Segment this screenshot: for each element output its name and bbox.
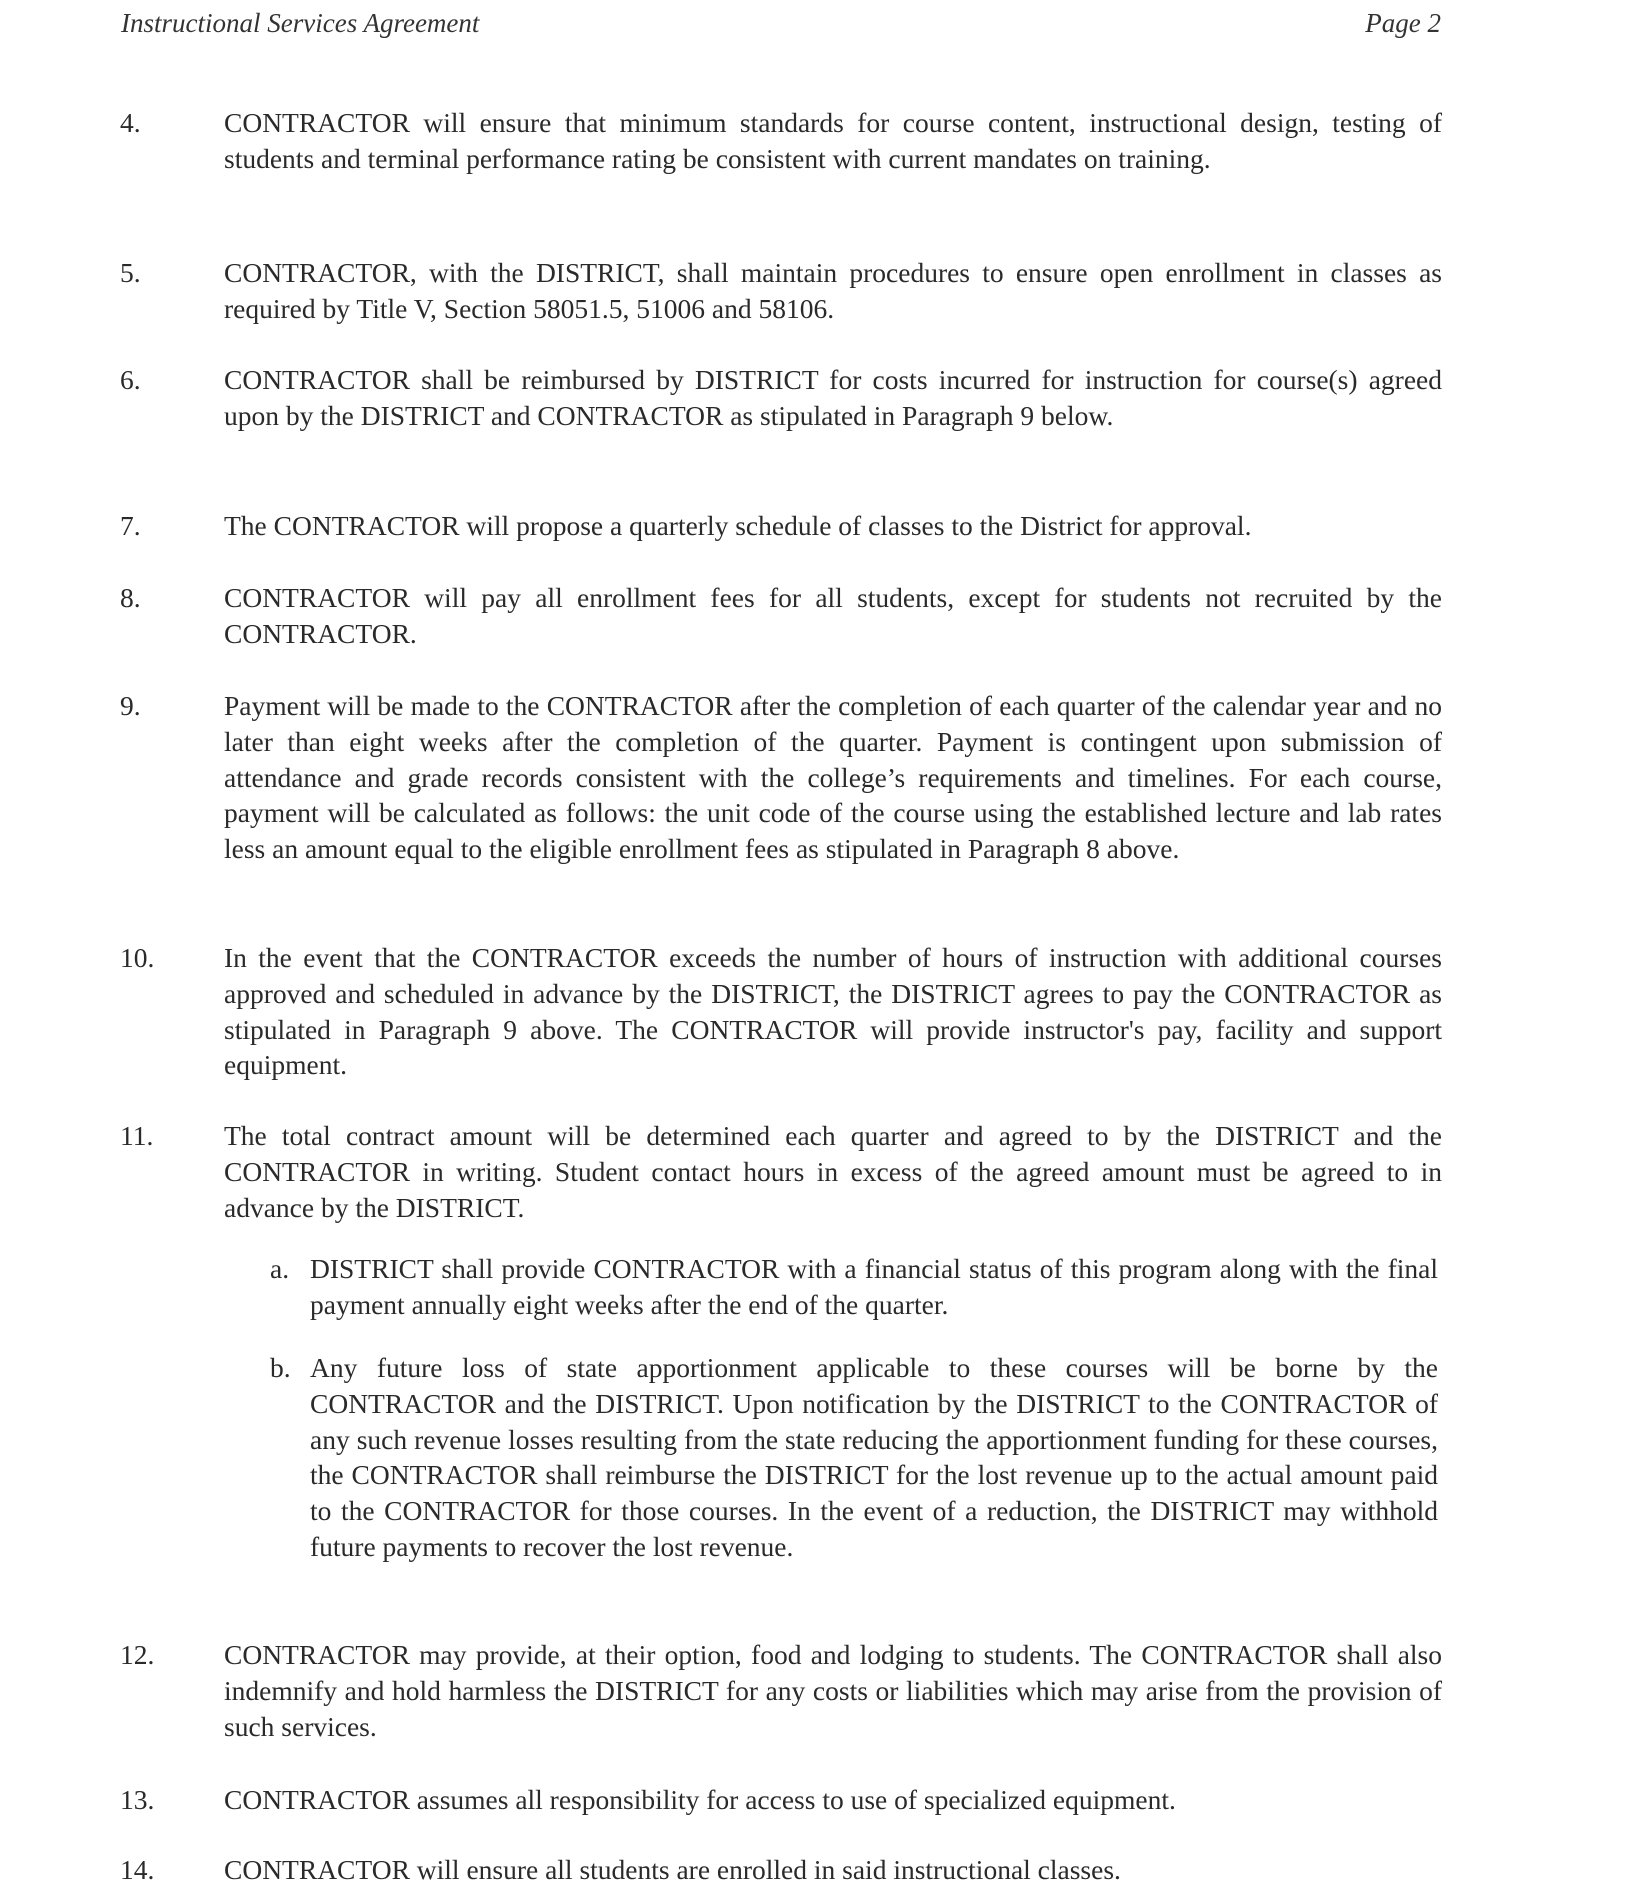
- clause-5: [120, 255, 1442, 327]
- clause-number: 14.: [120, 1854, 155, 1885]
- clause-number: 12.: [120, 1639, 155, 1670]
- clause-text: CONTRACTOR will ensure that minimum standards for course content, instructional design, testing of students and terminal performance rating be consistent with current mandates on training.: [224, 107, 1442, 174]
- clause-4: [120, 105, 1442, 177]
- subclause-text: Any future loss of state apportionment applicable to these courses will be borne by the CONTRACTOR and the DISTRICT. Upon notification by the DISTRICT to the CONTRACTOR of any such revenue losses resulting from the state reducing the apportionment funding for these courses, the CONTRACTOR shall reimburse the DISTRICT for the lost revenue up to the actual amount paid to the CONTRACTOR for those courses. In the event of a reduction, the DISTRICT may withhold future payments to recover the lost revenue.: [310, 1352, 1438, 1562]
- clause-9: [120, 688, 1442, 867]
- clause-10: [120, 940, 1442, 1083]
- clause-text: The CONTRACTOR will propose a quarterly schedule of classes to the District for approval.: [224, 510, 1252, 541]
- page-header: [121, 8, 1441, 44]
- clause-11b: [270, 1350, 1438, 1565]
- clause-text: The total contract amount will be determined each quarter and agreed to by the DISTRICT and the CONTRACTOR in writing. Student contact hours in excess of the agreed amount must be agreed to in advance by the DISTRICT.: [224, 1120, 1442, 1223]
- clause-number: 7.: [120, 510, 141, 541]
- clause-text: CONTRACTOR will ensure all students are enrolled in said instructional classes.: [224, 1854, 1121, 1885]
- subclause-letter: a.: [270, 1253, 290, 1284]
- clause-8: [120, 580, 1442, 652]
- clause-7: [120, 508, 1442, 544]
- clause-11a: [270, 1251, 1438, 1323]
- subclause-text: DISTRICT shall provide CONTRACTOR with a financial status of this program along with the final payment annually eight weeks after the end of the quarter.: [310, 1253, 1438, 1320]
- clause-13: [120, 1782, 1442, 1818]
- clause-12: [120, 1637, 1442, 1744]
- clause-11: [120, 1118, 1442, 1225]
- clause-text: CONTRACTOR may provide, at their option, food and lodging to students. The CONTRACTOR shall also indemnify and hold harmless the DISTRICT for any costs or liabilities which may arise from the provision of such services.: [224, 1639, 1442, 1742]
- clause-text: CONTRACTOR assumes all responsibility for access to use of specialized equipment.: [224, 1784, 1176, 1815]
- clause-number: 11.: [120, 1120, 154, 1151]
- clause-text: CONTRACTOR shall be reimbursed by DISTRICT for costs incurred for instruction for course(s) agreed upon by the DISTRICT and CONTRACTOR as stipulated in Paragraph 9 below.: [224, 364, 1442, 431]
- clause-number: 13.: [120, 1784, 155, 1815]
- clause-number: 9.: [120, 690, 141, 721]
- page-number: Page 2: [1365, 8, 1441, 38]
- clause-14: [120, 1852, 1442, 1888]
- clause-text: CONTRACTOR, with the DISTRICT, shall maintain procedures to ensure open enrollment in classes as required by Title V, Section 58051.5, 51006 and 58106.: [224, 257, 1442, 324]
- subclause-letter: b.: [270, 1352, 291, 1383]
- clause-text: Payment will be made to the CONTRACTOR after the completion of each quarter of the calendar year and no later than eight weeks after the completion of the quarter. Payment is contingent upon submission of attendance and grade records consistent with the college’s requirements and timelines. For each course, payment will be calculated as follows: the unit code of the course using the established lecture and lab rates less an amount equal to the eligible enrollment fees as stipulated in Paragraph 8 above.: [224, 690, 1442, 865]
- clause-number: 8.: [120, 582, 141, 613]
- clause-text: CONTRACTOR will pay all enrollment fees for all students, except for students not recruited by the CONTRACTOR.: [224, 582, 1442, 649]
- clause-number: 6.: [120, 364, 141, 395]
- clause-number: 4.: [120, 107, 141, 138]
- clause-6: [120, 362, 1442, 434]
- clause-number: 10.: [120, 942, 155, 973]
- clause-text: In the event that the CONTRACTOR exceeds the number of hours of instruction with additional courses approved and scheduled in advance by the DISTRICT, the DISTRICT agrees to pay the CONTRACTOR as stipulated in Paragraph 9 above. The CONTRACTOR will provide instructor's pay, facility and support equipment.: [224, 942, 1442, 1081]
- clause-number: 5.: [120, 257, 141, 288]
- document-title: Instructional Services Agreement: [121, 8, 480, 38]
